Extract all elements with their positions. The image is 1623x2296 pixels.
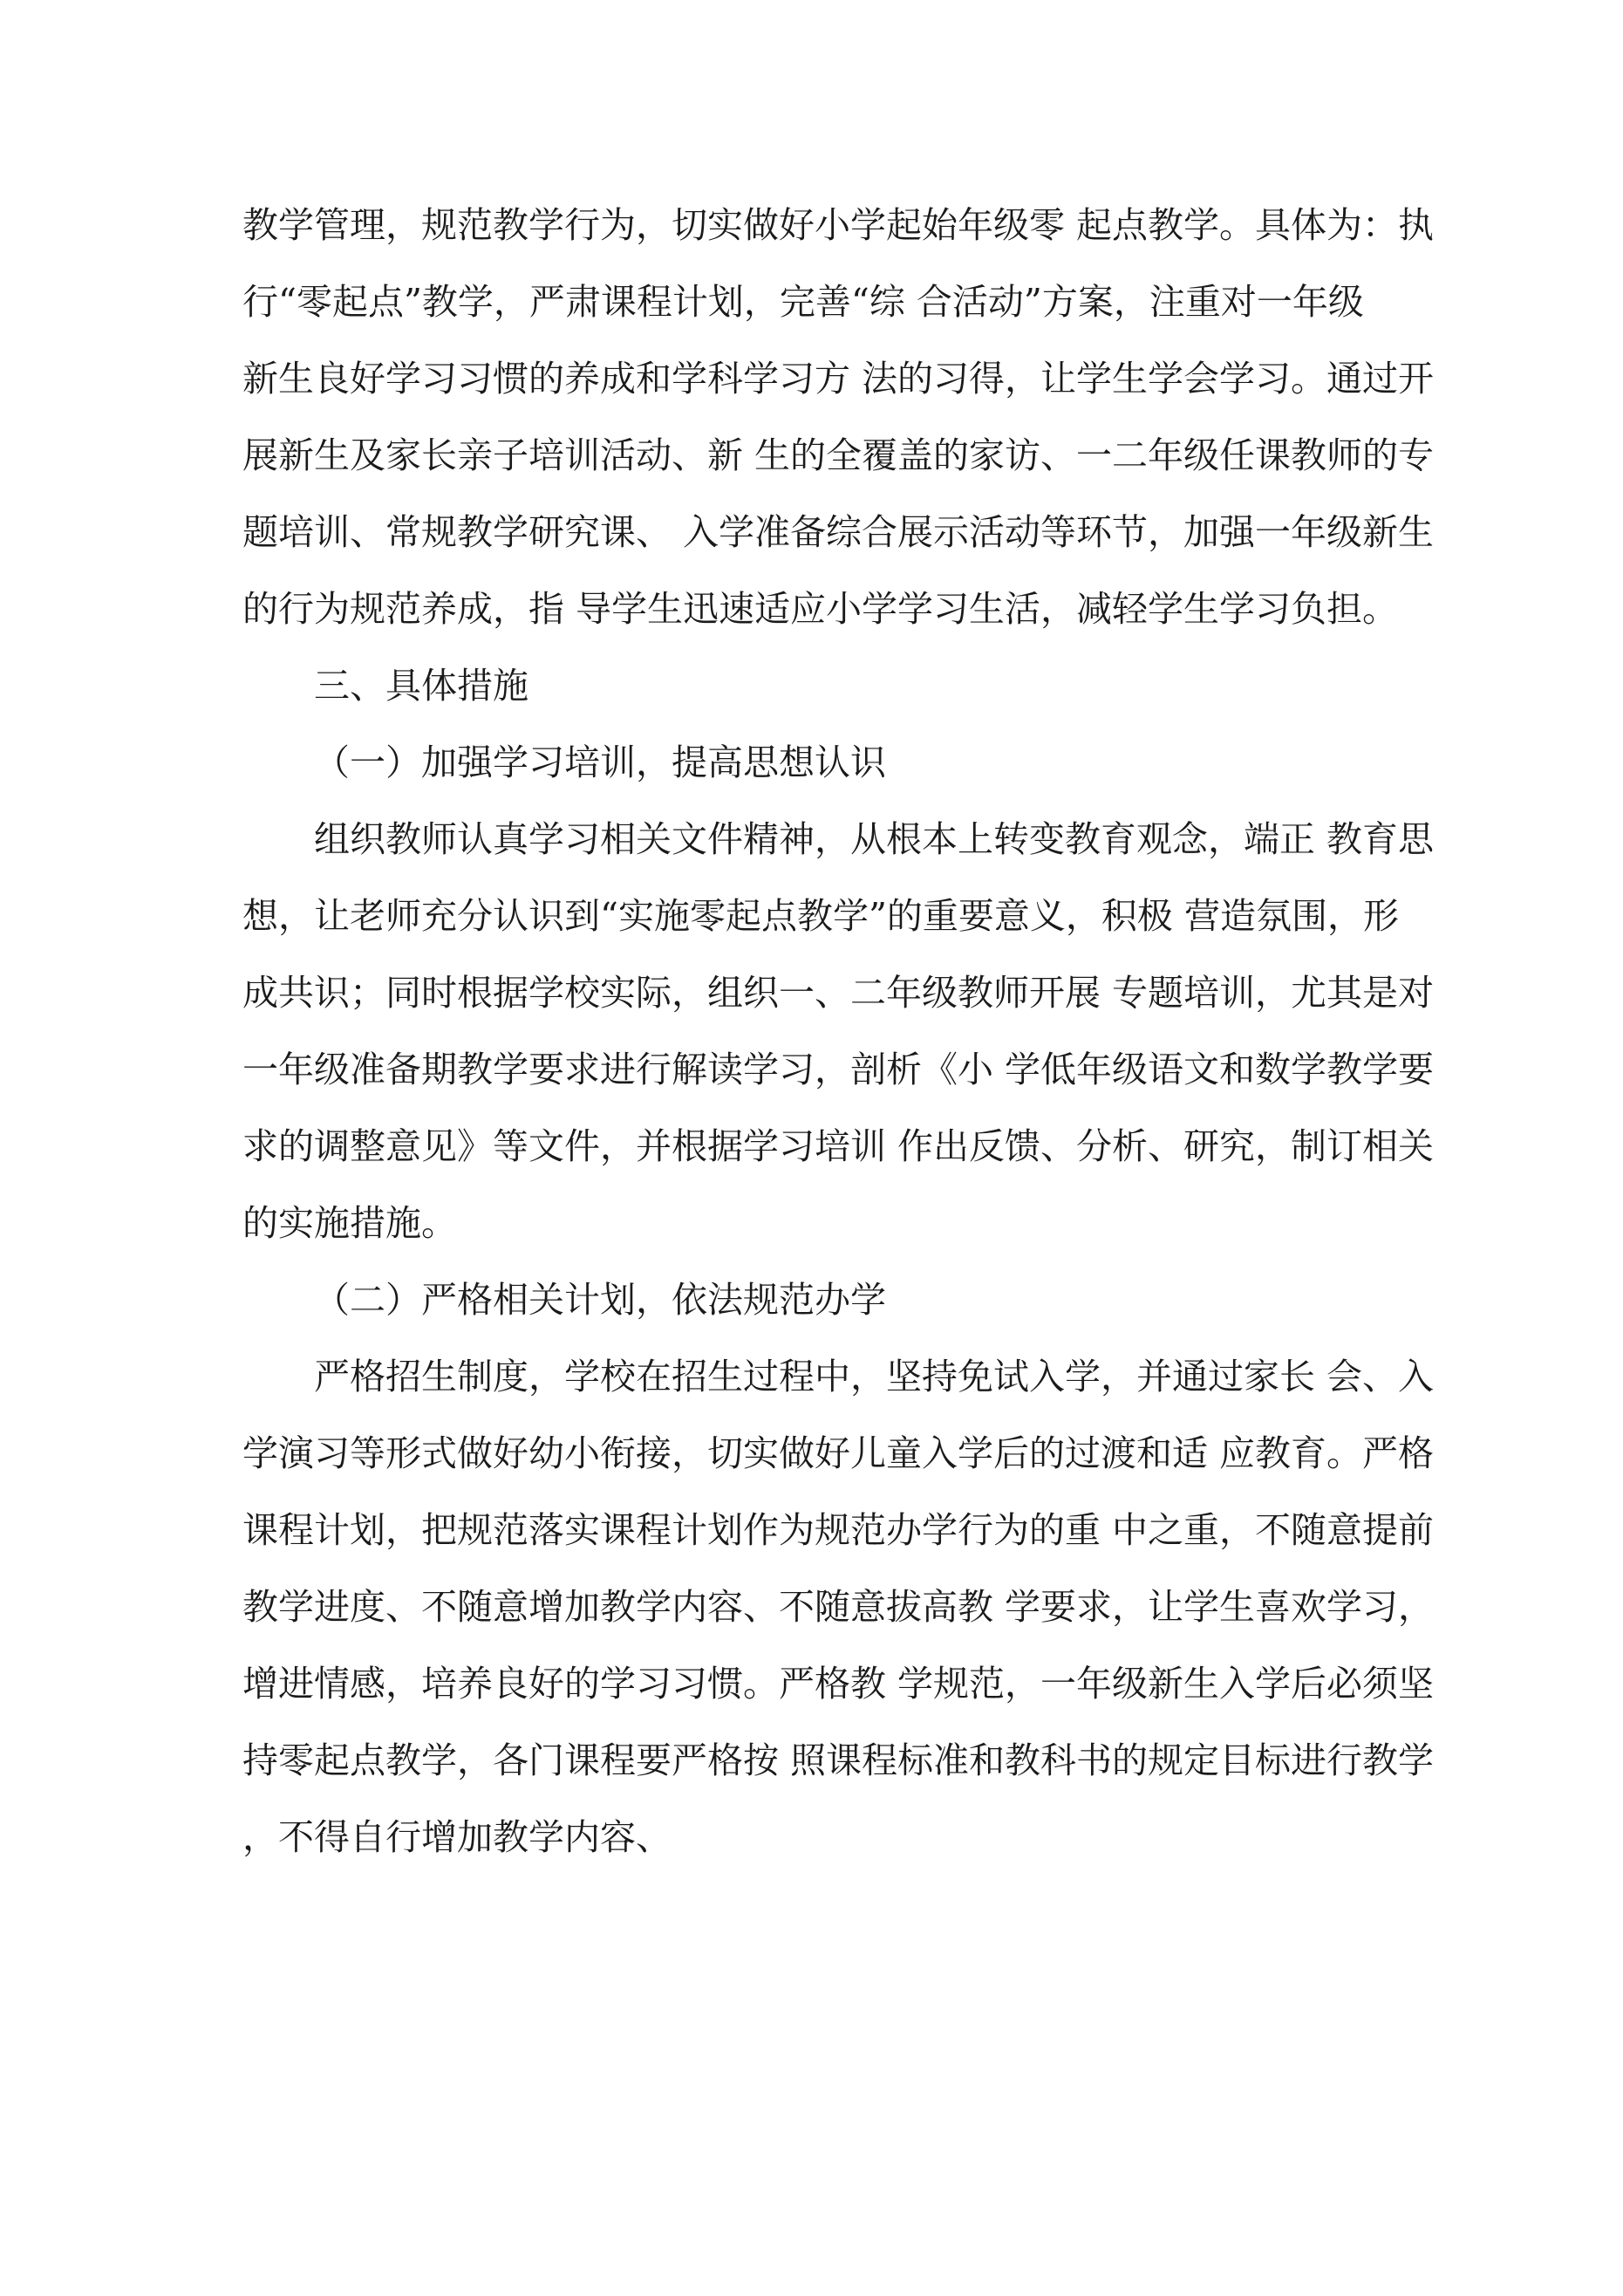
paragraph-2-line-3: 成共识；同时根据学校实际，组织一、二年级教师开展 专题培训，尤其是对 xyxy=(242,972,1435,1014)
paragraph-2-line-4: 一年级准备期教学要求进行解读学习，剖析《小 学低年级语文和数学教学要 xyxy=(242,1049,1435,1090)
paragraph-1-line-3: 新生良好学习习惯的养成和学科学习方 法的习得，让学生学会学习。通过开 xyxy=(242,358,1435,400)
paragraph-1-line-5: 题培训、常规教学研究课、 入学准备综合展示活动等环节，加强一年级新生 xyxy=(242,511,1435,553)
subheading-2: （二）严格相关计划，依法规范办学 xyxy=(314,1279,886,1321)
paragraph-1-line-2: 行“零起点”教学，严肃课程计划，完善“综 合活动”方案，注重对一年级 xyxy=(242,281,1364,323)
paragraph-2-line-1: 组织教师认真学习相关文件精神，从根本上转变教育观念，端正 教育思 xyxy=(314,818,1435,860)
section-heading: 三、具体措施 xyxy=(314,665,528,707)
paragraph-3-line-4: 教学进度、不随意增加教学内容、不随意拔高教 学要求，让学生喜欢学习， xyxy=(242,1586,1435,1628)
paragraph-2-line-2: 想，让老师充分认识到“实施零起点教学”的重要意义，积极 营造氛围，形 xyxy=(242,895,1399,937)
paragraph-3-line-2: 学演习等形式做好幼小衔接，切实做好儿童入学后的过渡和适 应教育。严格 xyxy=(242,1432,1435,1474)
paragraph-3-line-5: 增进情感，培养良好的学习习惯。严格教 学规范，一年级新生入学后必须坚 xyxy=(242,1663,1435,1705)
paragraph-3-line-3: 课程计划，把规范落实课程计划作为规范办学行为的重 中之重，不随意提前 xyxy=(242,1509,1435,1551)
paragraph-1-line-6: 的行为规范养成，指 导学生迅速适应小学学习生活，减轻学生学习负担。 xyxy=(242,588,1399,630)
paragraph-1-line-4: 展新生及家长亲子培训活动、新 生的全覆盖的家访、一二年级任课教师的专 xyxy=(242,434,1435,476)
subheading-1: （一）加强学习培训，提高思想认识 xyxy=(314,741,886,783)
paragraph-3-line-1: 严格招生制度，学校在招生过程中，坚持免试入学，并通过家长 会、入 xyxy=(314,1356,1435,1397)
paragraph-3-line-7: ，不得自行增加教学内容、 xyxy=(242,1816,672,1858)
paragraph-1-line-1: 教学管理，规范教学行为，切实做好小学起始年级零 起点教学。具体为：执 xyxy=(242,204,1435,246)
paragraph-2-line-5: 求的调整意见》等文件，并根据学习培训 作出反馈、分析、研究，制订相关 xyxy=(242,1125,1435,1167)
paragraph-3-line-6: 持零起点教学，各门课程要严格按 照课程标准和教科书的规定目标进行教学 xyxy=(242,1739,1435,1781)
paragraph-2-line-6: 的实施措施。 xyxy=(242,1202,457,1244)
